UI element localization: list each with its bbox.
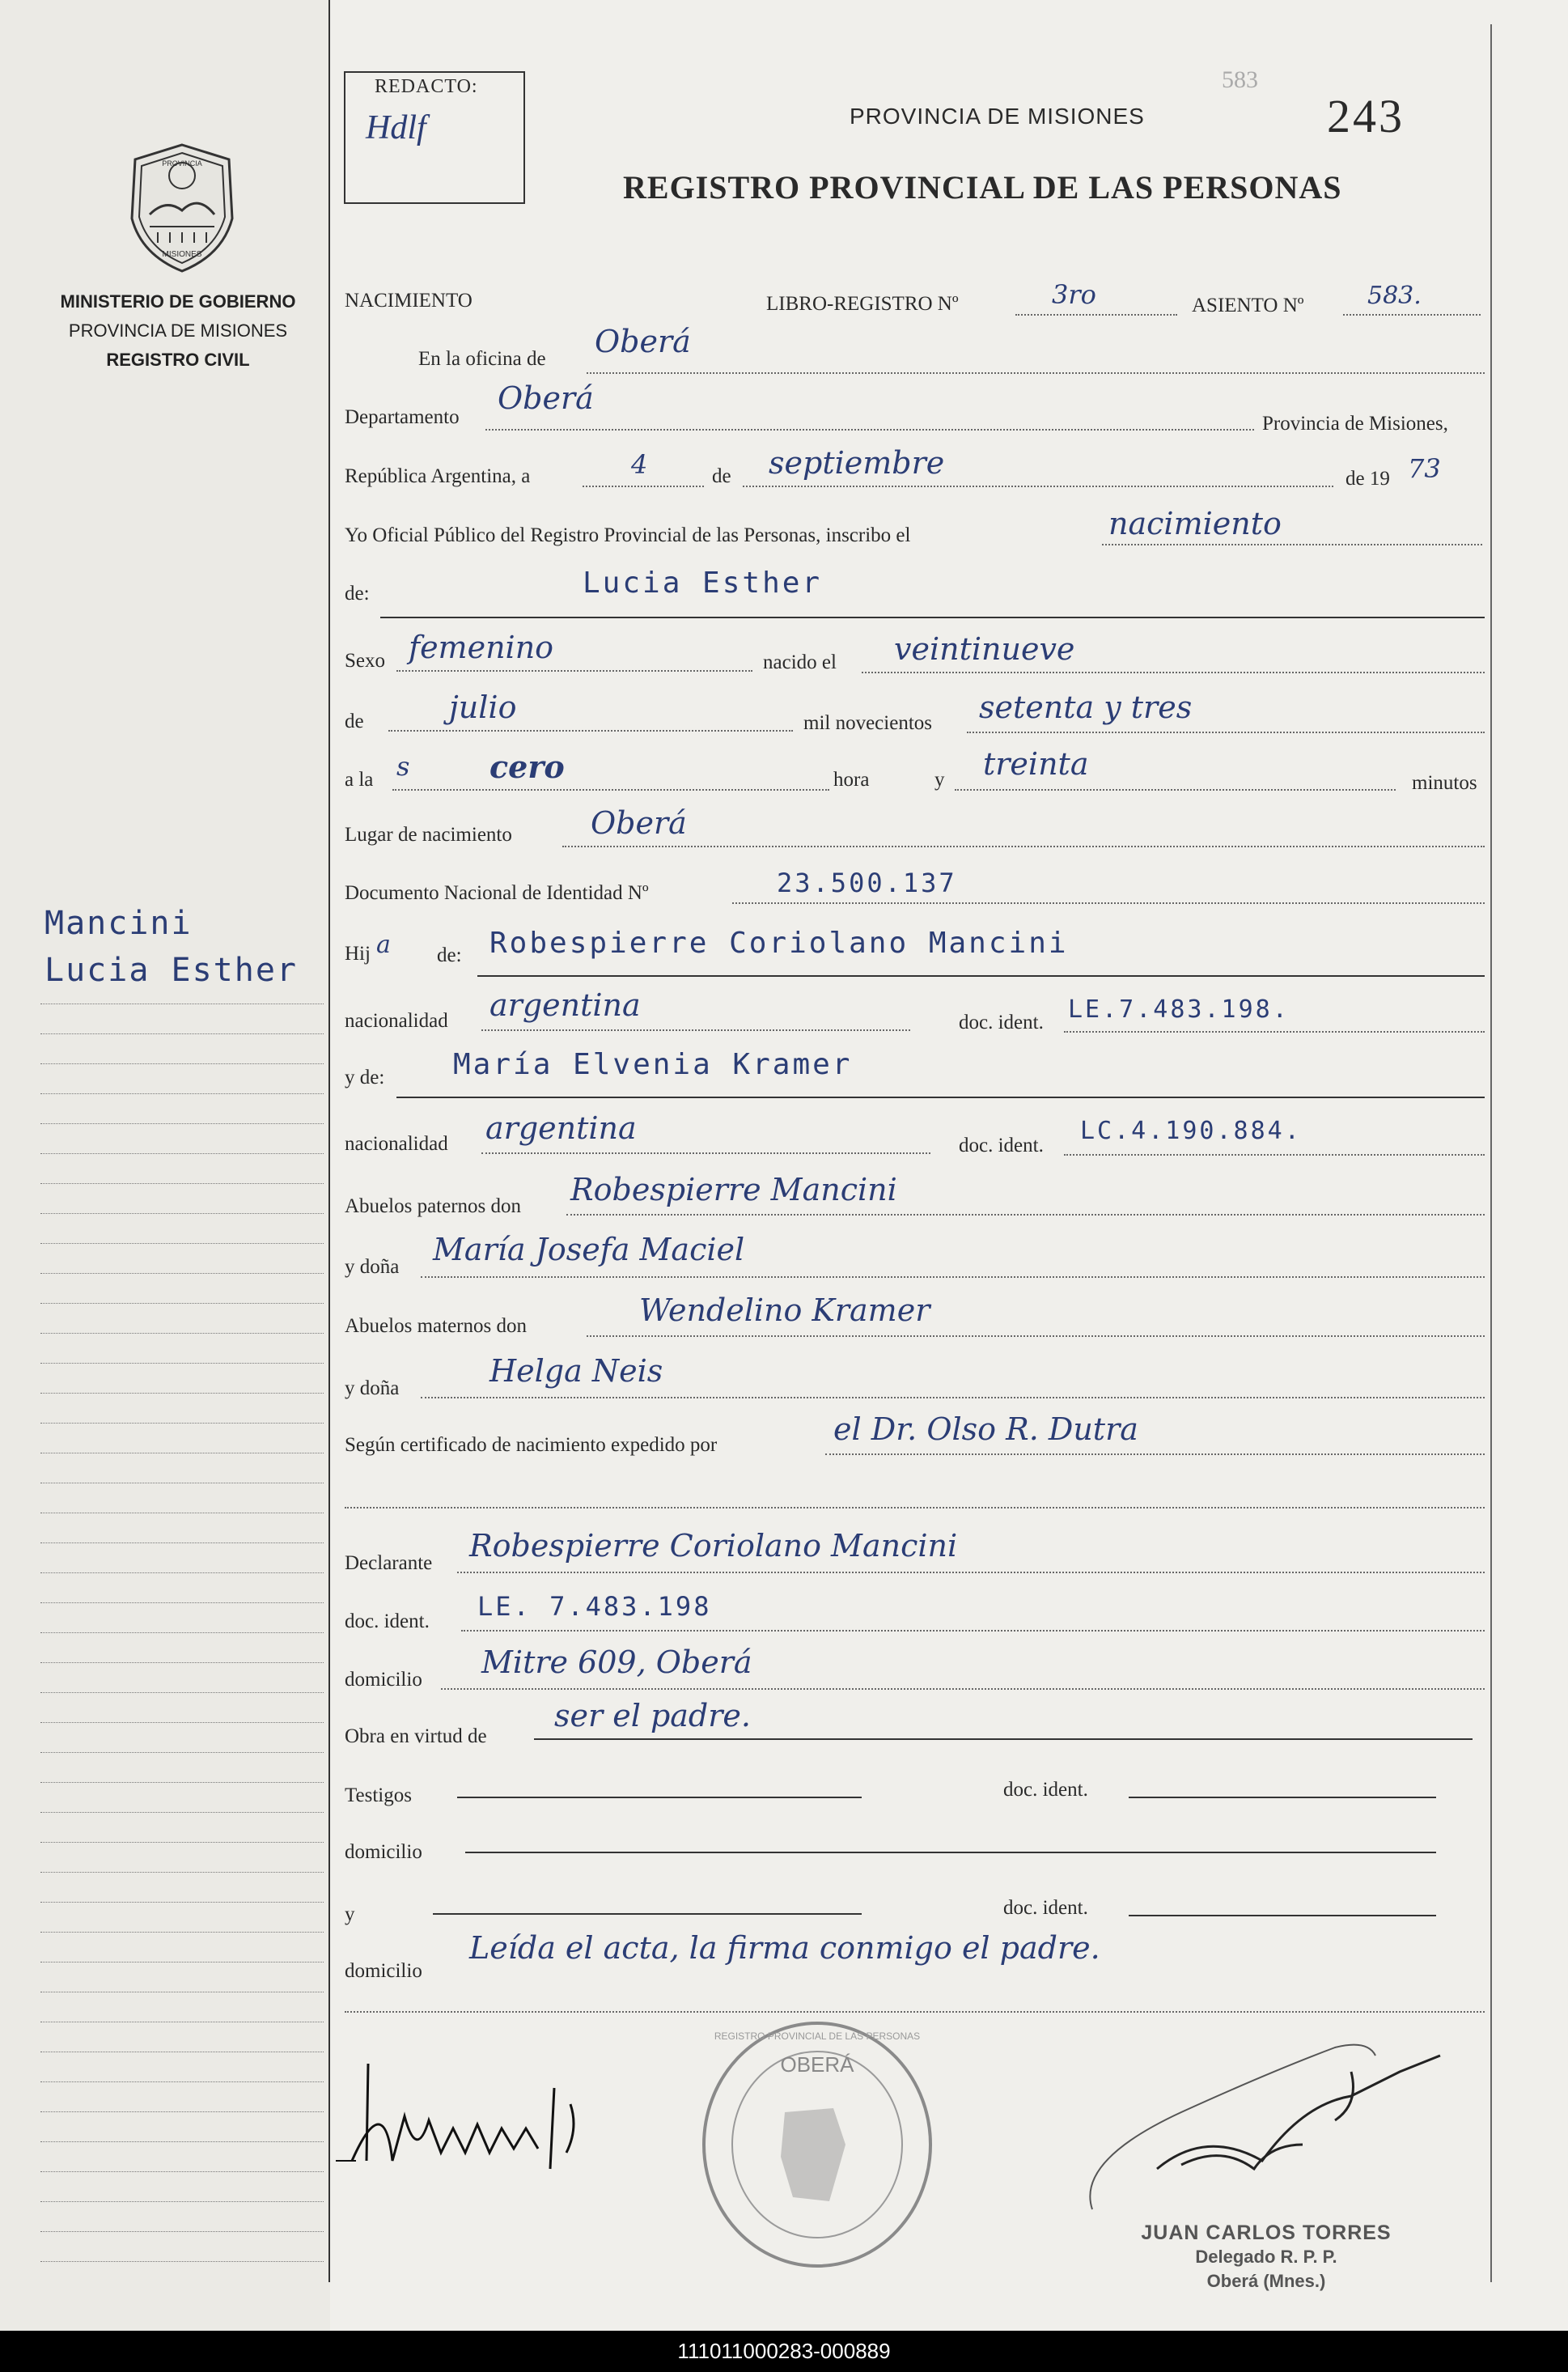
- declarante-doc-label: doc. ident.: [345, 1610, 430, 1632]
- asiento-value: 583.: [1367, 282, 1422, 310]
- margin-ruled-line: [40, 2231, 324, 2232]
- margin-ruled-line: [40, 2081, 324, 2082]
- margin-ruled-line: [40, 2261, 324, 2262]
- hij-de-label: de:: [437, 944, 462, 966]
- testigo-2-line: [433, 1913, 862, 1915]
- obra-label: Obra en virtud de: [345, 1725, 487, 1747]
- redacto-initials: Hdlf: [366, 109, 426, 146]
- margin-ruled-line: [40, 1842, 324, 1843]
- abuelos-paternos-label: Abuelos paternos don: [345, 1195, 522, 1217]
- right-border-line: [1490, 24, 1492, 2282]
- father-underline: [477, 975, 1485, 977]
- margin-ruled-line: [40, 1572, 324, 1573]
- republica-label: República Argentina, a: [345, 465, 531, 487]
- minutos-line: [955, 789, 1396, 791]
- document-title: REGISTRO PROVINCIAL DE LAS PERSONAS: [623, 169, 1342, 206]
- inscribo-value: nacimiento: [1108, 506, 1282, 541]
- sexo-label: Sexo: [345, 650, 385, 672]
- year-prefix: de 19: [1346, 468, 1390, 490]
- dni-line: [732, 902, 1485, 904]
- year-value: 73: [1408, 453, 1441, 484]
- lugar-label: Lugar de nacimiento: [345, 824, 512, 846]
- testigo-1-domicilio-label: domicilio: [345, 1841, 422, 1863]
- minutos-value: treinta: [983, 746, 1089, 782]
- abuelo-materno-line: [587, 1335, 1485, 1337]
- abuela-paterna-line: [421, 1276, 1485, 1278]
- domicilio-line: [441, 1688, 1485, 1690]
- margin-ruled-line: [40, 1363, 324, 1364]
- testigos-label: Testigos: [345, 1784, 412, 1806]
- month2-value: julio: [449, 690, 517, 725]
- day-line: [583, 486, 704, 487]
- margin-ruled-line: [40, 1123, 324, 1124]
- y-de-label: y de:: [345, 1067, 385, 1088]
- libro-line: [1015, 314, 1177, 316]
- nacimiento-label: NACIMIENTO: [345, 290, 473, 312]
- margin-ruled-line: [40, 1063, 324, 1064]
- ministry-line-2: PROVINCIA DE MISIONES: [68, 320, 288, 341]
- domicilio-label: domicilio: [345, 1669, 422, 1691]
- footer-document-id: 111011000283-000889: [0, 2331, 1568, 2372]
- margin-given-names: Lucia Esther: [44, 952, 298, 989]
- declarante-label: Declarante: [345, 1552, 433, 1574]
- mil-label: mil novecientos: [803, 712, 932, 734]
- day-value: 4: [631, 449, 648, 480]
- provincia-suffix: Provincia de Misiones,: [1262, 413, 1448, 435]
- stamp-ring-text: REGISTRO PROVINCIAL DE LAS PERSONAS: [714, 2030, 921, 2042]
- margin-surname: Mancini: [44, 905, 193, 942]
- abuelo-paterno-value: Robespierre Mancini: [570, 1172, 897, 1207]
- certificado-value: el Dr. Olso R. Dutra: [833, 1411, 1138, 1447]
- certificado-line: [825, 1453, 1485, 1455]
- asiento-line: [1343, 314, 1481, 316]
- mil-value: setenta y tres: [979, 690, 1193, 725]
- mother-nationality-value: argentina: [485, 1110, 637, 1146]
- margin-ruled-line: [40, 1183, 324, 1184]
- mother-doc-line: [1064, 1154, 1485, 1156]
- margin-ruled-line: [40, 1722, 324, 1723]
- departamento-label: Departamento: [345, 406, 460, 428]
- domicilio-value: Mitre 609, Oberá: [481, 1644, 752, 1680]
- seal-bottom-text: MISIONES: [162, 250, 202, 259]
- margin-ruled-line: [40, 1153, 324, 1154]
- hora-value: cero: [489, 749, 565, 785]
- margin-ruled-line: [40, 1602, 324, 1603]
- margin-ruled-line: [40, 1303, 324, 1304]
- hij-suffix: a: [376, 931, 391, 959]
- father-nationality-label: nacionalidad: [345, 1010, 448, 1032]
- nacido-line: [862, 672, 1485, 673]
- abuelo-materno-value: Wendelino Kramer: [639, 1292, 930, 1328]
- margin-ruled-line: [40, 1902, 324, 1903]
- nacido-label: nacido el: [763, 651, 837, 673]
- closing-statement: Leída el acta, la firma conmigo el padre.: [469, 1930, 1100, 1966]
- libro-label: LIBRO-REGISTRO Nº: [766, 293, 959, 315]
- lugar-line: [562, 846, 1485, 847]
- margin-ruled-line: [40, 1393, 324, 1394]
- inscribo-line: [1102, 544, 1482, 545]
- mother-name-value: María Elvenia Kramer: [453, 1048, 853, 1081]
- nacido-value: veintinueve: [894, 631, 1075, 667]
- margin-ruled-line: [40, 1662, 324, 1663]
- testigo-1-doc-line: [1129, 1797, 1436, 1798]
- ala-suffix: s: [396, 751, 410, 782]
- redacto-label: REDACTO:: [375, 76, 478, 97]
- month2-line: [388, 730, 793, 732]
- de-label: de: [712, 465, 731, 487]
- minutos-label: minutos: [1412, 772, 1477, 794]
- obra-value: ser el padre.: [554, 1698, 751, 1733]
- record-number: 243: [1327, 90, 1405, 142]
- margin-ruled-line: [40, 1632, 324, 1633]
- margin-ruled-line: [40, 1752, 324, 1753]
- dni-value: 23.500.137: [777, 868, 957, 898]
- margin-ruled-line: [40, 1033, 324, 1034]
- margin-ruled-line: [40, 1932, 324, 1933]
- child-name-value: Lucia Esther: [583, 566, 823, 600]
- margin-ruled-line: [40, 2111, 324, 2112]
- de-colon-label: de:: [345, 583, 370, 605]
- hij-label: Hij: [345, 943, 371, 965]
- officer-place: Oberá (Mnes.): [1206, 2271, 1326, 2291]
- margin-ruled-line: [40, 1782, 324, 1783]
- margin-ruled-line: [40, 1273, 324, 1274]
- abuela-materna-line: [421, 1397, 1485, 1398]
- redacto-box: [344, 71, 525, 204]
- margin-ruled-line: [40, 2141, 324, 2142]
- asiento-label: ASIENTO Nº: [1192, 295, 1304, 316]
- de-label-2: de: [345, 711, 364, 732]
- oficina-line: [587, 372, 1485, 374]
- testigo-1-domicilio-line: [465, 1852, 1436, 1853]
- margin-ruled-line: [40, 1542, 324, 1543]
- y-label: y: [934, 769, 945, 791]
- mother-nationality-line: [481, 1152, 930, 1154]
- margin-ruled-line: [40, 1333, 324, 1334]
- father-doc-line: [1064, 1031, 1485, 1033]
- father-nationality-value: argentina: [489, 987, 641, 1023]
- abuelo-paterno-line: [566, 1214, 1485, 1216]
- mother-underline: [396, 1097, 1485, 1098]
- hora-label: hora: [833, 769, 870, 791]
- libro-value: 3ro: [1052, 279, 1096, 310]
- mother-doc-label: doc. ident.: [959, 1135, 1044, 1156]
- declarante-doc-line: [461, 1630, 1485, 1632]
- officer-signature-icon: [1060, 2023, 1481, 2226]
- father-signature-icon: [336, 2039, 635, 2185]
- margin-ruled-line: [40, 2201, 324, 2202]
- testigo-1-line: [457, 1797, 862, 1798]
- declarante-doc-value: LE. 7.483.198: [477, 1591, 712, 1622]
- official-stamp-icon: [696, 2015, 939, 2274]
- father-name-value: Robespierre Coriolano Mancini: [489, 927, 1069, 960]
- seal-top-text: PROVINCIA: [162, 159, 202, 168]
- abuela-paterna-label: y doña: [345, 1256, 400, 1278]
- abuela-materna-value: Helga Neis: [489, 1353, 663, 1389]
- abuela-materna-label: y doña: [345, 1377, 400, 1399]
- departamento-line: [485, 429, 1254, 431]
- ministry-line-3: REGISTRO CIVIL: [106, 350, 250, 370]
- margin-divider-line: [328, 0, 330, 2282]
- father-doc-value: LE.7.483.198.: [1068, 995, 1290, 1024]
- testigo-2-doc-label: doc. ident.: [1003, 1897, 1088, 1919]
- sexo-value: femenino: [409, 630, 554, 665]
- father-nationality-line: [481, 1029, 910, 1031]
- margin-ruled-line: [40, 1093, 324, 1094]
- margin-ruled-line: [40, 1423, 324, 1424]
- declarante-line: [457, 1572, 1485, 1573]
- dni-label: Documento Nacional de Identidad Nº: [345, 882, 649, 904]
- father-doc-label: doc. ident.: [959, 1012, 1044, 1033]
- testigo-2-domicilio-label: domicilio: [345, 1960, 422, 1982]
- oficina-value: Oberá: [595, 324, 691, 359]
- ministry-header: [32, 287, 324, 375]
- margin-ruled-line: [40, 1962, 324, 1963]
- certificado-label: Según certificado de nacimiento expedido por: [345, 1434, 718, 1456]
- officer-name: JUAN CARLOS TORRES: [1141, 2221, 1392, 2244]
- ministry-line-1: MINISTERIO DE GOBIERNO: [60, 291, 296, 312]
- testigo-1-doc-label: doc. ident.: [1003, 1779, 1088, 1801]
- officer-role: Delegado R. P. P.: [1195, 2247, 1337, 2267]
- margin-ruled-line: [40, 1243, 324, 1244]
- oficial-text: Yo Oficial Público del Registro Provincial de las Personas, inscribo el: [345, 524, 911, 546]
- departamento-value: Oberá: [498, 380, 594, 416]
- stamp-center-text: OBERÁ: [780, 2052, 854, 2077]
- margin-ruled-line: [40, 1872, 324, 1873]
- ala-label: a la: [345, 769, 374, 791]
- hora-line: [392, 789, 829, 791]
- mother-doc-value: LC.4.190.884.: [1080, 1117, 1302, 1145]
- oficina-label: En la oficina de: [418, 348, 546, 370]
- abuela-paterna-value: María Josefa Maciel: [433, 1232, 745, 1267]
- abuelos-maternos-label: Abuelos maternos don: [345, 1315, 527, 1337]
- margin-ruled-line: [40, 1213, 324, 1214]
- pencil-number: 583: [1222, 66, 1258, 93]
- province-heading: PROVINCIA DE MISIONES: [850, 104, 1145, 129]
- margin-ruled-line: [40, 1692, 324, 1693]
- mil-line: [967, 732, 1485, 733]
- officer-block: [1121, 2221, 1412, 2293]
- certificado-line-2: [345, 1507, 1485, 1508]
- child-name-underline: [380, 617, 1485, 618]
- month-line: [743, 486, 1333, 487]
- provincial-seal-icon: [125, 142, 239, 275]
- testigo-2-doc-line: [1129, 1915, 1436, 1916]
- margin-ruled-line: [40, 2171, 324, 2172]
- obra-line: [534, 1738, 1473, 1740]
- lugar-value: Oberá: [591, 805, 687, 841]
- sexo-line: [396, 670, 752, 672]
- mother-nationality-label: nacionalidad: [345, 1133, 448, 1155]
- declarante-value: Robespierre Coriolano Mancini: [469, 1528, 958, 1564]
- month-value: septiembre: [769, 445, 945, 481]
- margin-ruled-line: [40, 1812, 324, 1813]
- closing-dotted-line: [345, 2011, 1485, 2013]
- testigo-y-label: y: [345, 1903, 355, 1925]
